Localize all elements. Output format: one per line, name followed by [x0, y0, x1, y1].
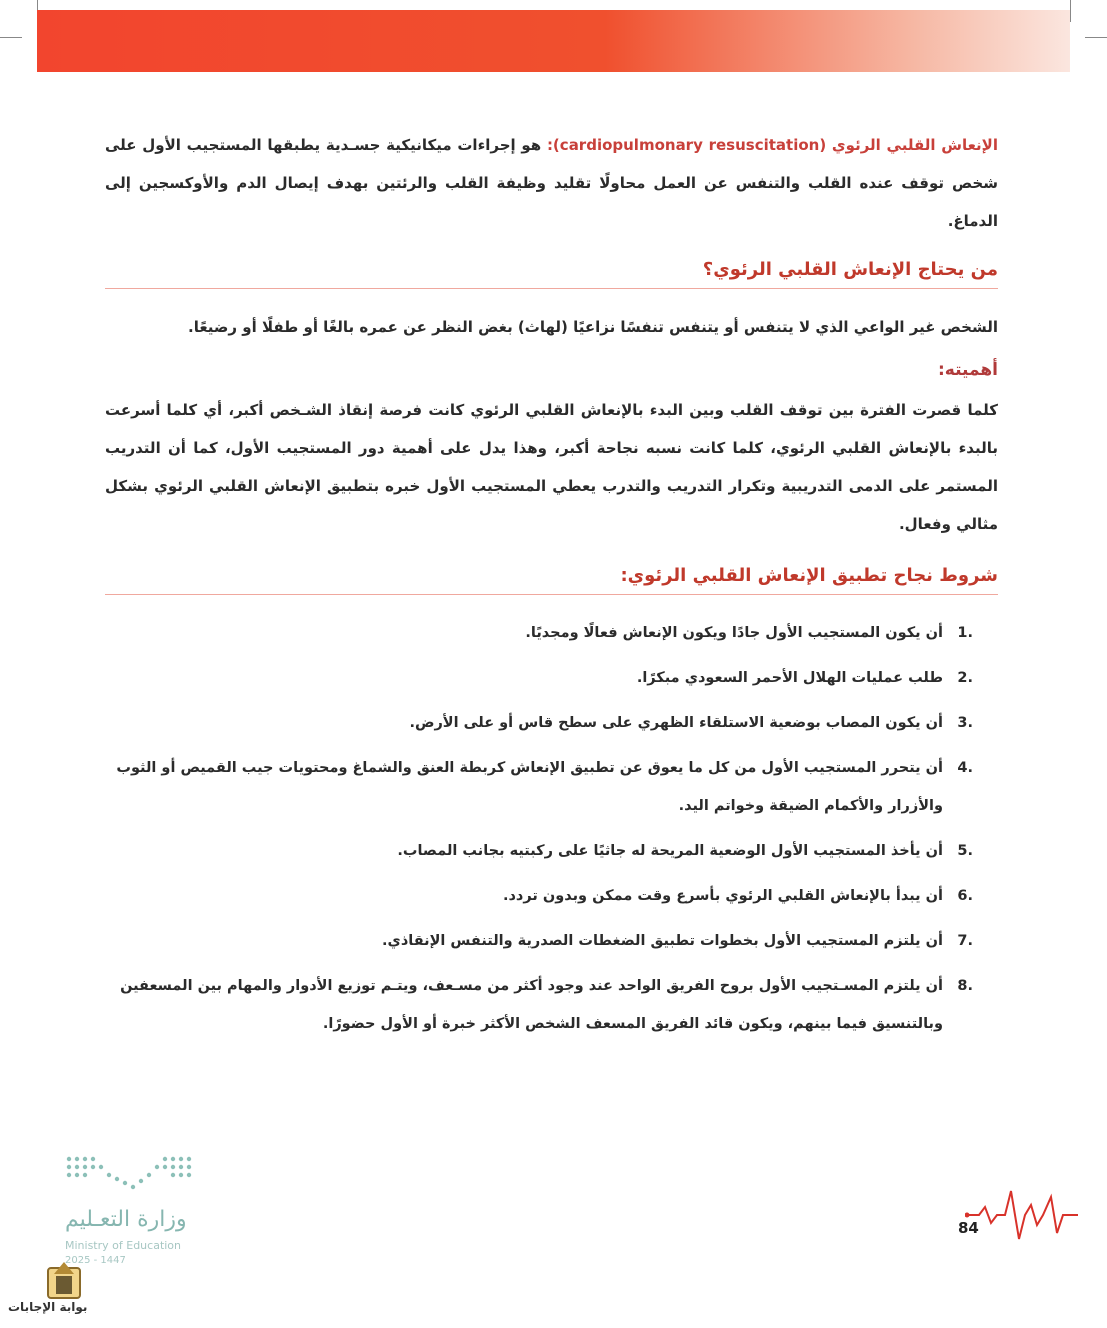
heartbeat-icon	[965, 1185, 1080, 1245]
item-text: أن يتحرر المستجيب الأول من كل ما يعوق عن تطبيق الإنعاش كربطة العنق والشماغ ومحتويات جيب القميص أو الثوب والأزرار والأكمام الضيقة وخواتم اليد.	[116, 760, 943, 814]
who-needs-paragraph	[105, 308, 998, 346]
who-needs-text: الشخص غير الواعي الذي لا يتنفس أو يتنفس تنفسًا نزاعيًا (لهاث) بغض النظر عن عمره بالغًا أو طفلًا أو رضيعًا.	[188, 318, 998, 336]
intro-paragraph	[105, 126, 998, 240]
item-number: 4.	[957, 760, 973, 776]
item-text: أن يلتزم المستجيب الأول بخطوات تطبيق الضغطات الصدرية والتنفس الإنقاذي.	[382, 933, 943, 949]
list-item	[105, 704, 998, 742]
item-number: 2.	[957, 670, 973, 686]
item-text: أن يكون المستجيب الأول جادًا ويكون الإنعاش فعالًا ومجديًا.	[525, 625, 943, 641]
ministry-year: 2025 - 1447	[65, 1255, 126, 1266]
intro-text: هو إجراءات ميكانيكية جسـدية يطبقها المستجيب الأول على شخص توقف عنده القلب والتنفس عن العمل محاولًا تقليد وظيفة القلب والرئتين بهدف إيصال الدم والأوكسجين إلى الدماغ.	[105, 136, 998, 230]
item-number: 6.	[957, 888, 973, 904]
list-item	[105, 749, 998, 825]
item-text: طلب عمليات الهلال الأحمر السعودي مبكرًا.	[636, 670, 943, 686]
item-text: أن يلتزم المسـتجيب الأول بروح الفريق الواحد عند وجود أكثر من مسـعف، ويتـم توزيع الأدوار والمهام بين المسعفين وبالتنسيق فيما بينهم، ويكون قائد الفريق المسعف الشخص الأكثر خبرة أو الأول حضورًا.	[120, 978, 943, 1032]
crop-mark	[0, 37, 22, 38]
item-number: 5.	[957, 843, 973, 859]
spacer	[105, 915, 998, 922]
crop-mark	[1070, 0, 1071, 22]
watermark-text: بوابة الإجابات	[8, 1300, 88, 1314]
item-number: 8.	[957, 978, 973, 994]
ministry-name-ar: وزارة التعـليم	[65, 1207, 187, 1232]
spacer	[105, 697, 998, 704]
item-text: أن يأخذ المستجيب الأول الوضعية المريحة له جاثيًا على ركبتيه بجانب المصاب.	[397, 843, 943, 859]
importance-paragraph	[105, 391, 998, 543]
who-needs-heading: من يحتاج الإنعاش القلبي الرئوي؟	[105, 254, 998, 289]
spacer	[105, 742, 998, 749]
list-item	[105, 877, 998, 915]
conditions-list	[105, 614, 998, 1043]
list-item	[105, 832, 998, 870]
list-item	[105, 967, 998, 1043]
bawaba-logo-icon	[44, 1258, 84, 1300]
page-number: 84	[958, 1219, 979, 1237]
list-item	[105, 922, 998, 960]
intro-term: الإنعاش القلبي الرئوي (cardiopulmonary resuscitation):	[546, 136, 998, 154]
item-number: 3.	[957, 715, 973, 731]
item-number: 7.	[957, 933, 973, 949]
header-banner	[37, 10, 1070, 72]
ministry-name-en: Ministry of Education	[65, 1239, 182, 1252]
crop-mark	[1085, 37, 1107, 38]
spacer	[105, 825, 998, 832]
item-text: أن يبدأ بالإنعاش القلبي الرئوي بأسرع وقت ممكن وبدون تردد.	[502, 888, 943, 904]
ministry-dots-icon	[55, 1145, 205, 1195]
item-text: أن يكون المصاب بوضعية الاستلقاء الظهري على سطح قاس أو على الأرض.	[409, 715, 943, 731]
list-item	[105, 659, 998, 697]
importance-text: كلما قصرت الفترة بين توقف القلب وبين البدء بالإنعاش القلبي الرئوي كانت فرصة إنقاذ الشـخص أكبر، أي كلما أسرعت بالبدء بالإنعاش القلبي الرئوي، كلما كانت نسبه نجاحة أكبر، وهذا يدل على أهمية دور المستجيب الأول، كما أن التدريب المستمر على الدمى التدريبية وتكرار التدريب والتدرب يعطي المستجيب الأول خبره بتطبيق الإنعاش القلبي الرئوي بشكل مثالي وفعال.	[105, 401, 998, 533]
list-item	[105, 614, 998, 652]
spacer	[105, 652, 998, 659]
conditions-heading: شروط نجاح تطبيق الإنعاش القلبي الرئوي:	[105, 560, 998, 595]
importance-heading: أهميته:	[938, 360, 998, 380]
item-number: 1.	[957, 625, 973, 641]
ministry-logo	[55, 1145, 215, 1270]
spacer	[105, 960, 998, 967]
spacer	[105, 870, 998, 877]
